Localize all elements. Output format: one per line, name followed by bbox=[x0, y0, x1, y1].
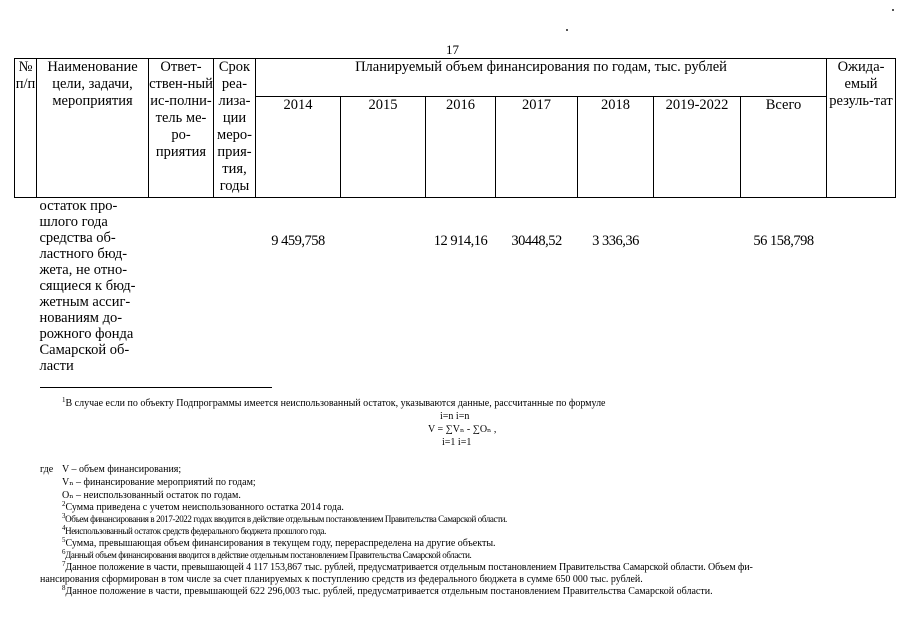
footnote-7: $^7$Данное положение в части, превышающей 4 117 153,867 тыс. рублей, предусматривается отдельным постановлением Правительства Самарской области. Объем фи- bbox=[62, 560, 753, 573]
value-cell: 3 336,36 bbox=[592, 233, 639, 249]
value-cell bbox=[341, 198, 426, 375]
footnote-7-continued: нансирования сформирован в том числе за счет планируемых к поступлению средств из федерального бюджета в сумме 650 000 тыс. рублей. bbox=[40, 574, 643, 585]
header-year: 2016 bbox=[426, 97, 496, 198]
formula: V = ∑Vₙ - ∑Oₙ , bbox=[428, 424, 497, 435]
footnote-1: $^1$В случае если по объекту Подпрограммы имеется неиспользованный остаток, указываются данные, рассчитанные по формуле bbox=[62, 396, 606, 409]
footnote-5: $^5$Сумма, превышающая объем финансирования в текущем году, перераспределена на другие объекты. bbox=[62, 536, 496, 549]
header-year: 2017 bbox=[496, 97, 578, 198]
header-year: 2018 bbox=[578, 97, 654, 198]
header-year: Всего bbox=[741, 97, 827, 198]
footnote-8: $^8$Данное положение в части, превышающей 622 296,003 тыс. рублей, предусматривается отдельным постановлением Правительства Самарской области. bbox=[62, 584, 713, 597]
footnote-3: $^3$Объем финансирования в 2017-2022 годах вводится в действие отдельным постановлением Правительства Самарской области. bbox=[62, 512, 507, 524]
page-number: 17 bbox=[446, 42, 459, 57]
where-v: V – объем финансирования; bbox=[62, 464, 182, 475]
value-cell bbox=[654, 198, 741, 375]
funding-table bbox=[14, 58, 896, 374]
formula-upper-limits: i=n i=n bbox=[440, 411, 470, 422]
where-vn: Vₙ – финансирование мероприятий по годам; bbox=[62, 477, 256, 488]
scan-speck bbox=[892, 9, 894, 11]
scan-speck bbox=[566, 29, 568, 31]
footnote-separator bbox=[40, 387, 272, 388]
header-funding: Планируемый объем финансирования по годам, тыс. рублей bbox=[256, 59, 827, 97]
header-year: 2014 bbox=[256, 97, 341, 198]
footnote-4: $^4$Неиспользованный остаток средств федерального бюджета прошлого года. bbox=[62, 524, 326, 536]
value-cell: 12 914,16 bbox=[433, 233, 488, 249]
header-term: Срок реа-лиза-ции меро-прия-тия, годы bbox=[214, 59, 256, 198]
value-cell: 30448,52 bbox=[511, 233, 562, 249]
value-cell: 56 158,798 bbox=[753, 233, 814, 249]
header-expected: Ожида-емый резуль-тат bbox=[827, 59, 896, 198]
value-cell: 9 459,758 bbox=[271, 233, 325, 249]
row-name: остаток про-шлого года средства об-ластного бюд-жета, не отно-сящиеся к бюд-жетным ассиг-нованиям до-рожного фонда Самарской об-ласти bbox=[39, 198, 136, 374]
where-label: где bbox=[40, 464, 54, 475]
header-name: Наименование цели, задачи, мероприятия bbox=[37, 59, 149, 198]
header-responsible: Ответ-ствен-ный ис-полни-тель ме-ро-приятия bbox=[149, 59, 214, 198]
header-year: 2015 bbox=[341, 97, 426, 198]
header-num: № п/п bbox=[15, 59, 37, 198]
footnote-2: $^2$Сумма приведена с учетом неиспользованного остатка 2014 года. bbox=[62, 500, 344, 513]
table-row bbox=[15, 198, 896, 375]
footnote-6: $^6$Данный объем финансирования вводится в действие отдельным постановлением Правительства Самарской области. bbox=[62, 548, 472, 560]
where-on: Oₙ – неиспользованный остаток по годам. bbox=[62, 490, 241, 501]
header-year: 2019-2022 bbox=[654, 97, 741, 198]
formula-lower-limits: i=1 i=1 bbox=[442, 437, 472, 448]
